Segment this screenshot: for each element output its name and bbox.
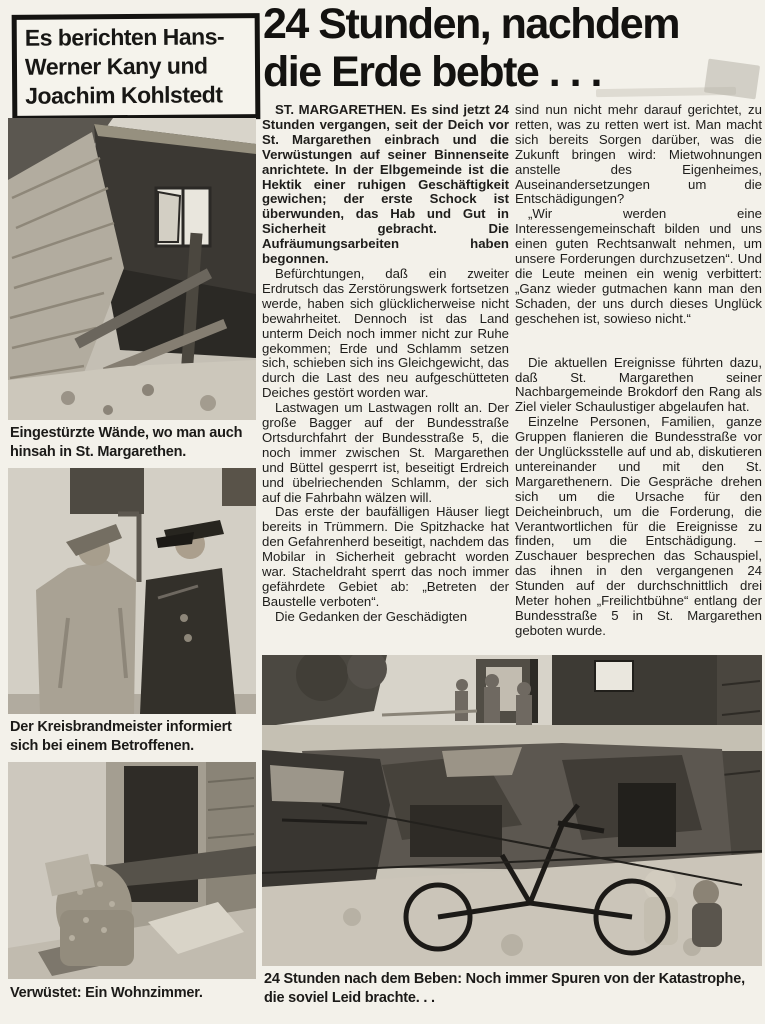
photo-collapsed-walls-image <box>8 118 256 420</box>
photo-caption: Eingestürzte Wände, wo man auch hinsah in St. Margarethen. <box>10 425 243 460</box>
photo-street-scene-image <box>262 655 762 966</box>
headline <box>263 0 763 96</box>
headline-line: 24 Stunden, nachdem <box>263 0 679 48</box>
photo-caption: Der Kreisbrandmeister informiert sich bei einem Betroffenen. <box>10 719 232 754</box>
byline-line: Joachim Kohlstedt <box>25 81 223 109</box>
photo-wohnzimmer <box>8 762 256 979</box>
article-paragraph: „Wir werden eine Interessengemeinschaft bilden und uns einen guten Rechtsanwalt nehmen, um unsere Forderungen durchzusetzen“. Und die Leute meinen ein wenig verbittert: „Ganz wieder gutmachen kann man den Schaden, der uns durch dieses Unglück geschehen ist, sowieso nicht.“ <box>515 206 762 326</box>
article-paragraph: Die Gedanken der Geschädigten <box>275 608 468 624</box>
article-paragraph: Befürchtungen, daß ein zweiter Erdrutsch das Zerstörungswerk fortsetzen werde, haben sich glücklicherweise nicht bewahrheitet. Dennoch ist das Land unterm Deich noch immer nicht zur Ruhe gekommen; Erde und Schlamm setzen sich, schieben sich ins Gleichgewicht, das durch die Last des neu aufgeschütteten Deiches gestört worden war. <box>262 265 509 401</box>
photo-caption: 24 Stunden nach dem Beben: Noch immer Spuren von der Katastrophe, die soviel Leid brachte. . . <box>264 971 745 1006</box>
photo-kreisbrandmeister-image <box>8 468 256 714</box>
article-paragraph: Die aktuellen Ereignisse führten dazu, daß St. Margarethen seiner Nachbargemeinde Brokdorf den Rang als Ziel vieler Schaulustiger abgelaufen hat. <box>515 354 762 415</box>
article-paragraph: Das erste der baufälligen Häuser liegt bereits in Trümmern. Die Spitzhacke hat den Gefahrenherd beseitigt, nachdem das Mobilar in Sicherheit gebracht worden war. Stacheldraht sperrt das noch immer gefährdete Gebiet ab: „Betreten der Baustelle verboten“. <box>262 504 509 609</box>
photo-wohnzimmer-image <box>8 762 256 979</box>
byline-line: Werner Kany und <box>24 52 208 80</box>
photo-caption: Verwüstet: Ein Wohnzimmer. <box>10 985 203 1001</box>
photo-kreisbrandmeister <box>8 468 256 714</box>
article-column-1 <box>262 103 509 625</box>
photo-collapsed-walls <box>8 118 256 420</box>
article-paragraph: Lastwagen um Lastwagen rollt an. Der große Bagger auf der Bundesstraße Ortsdurchfahrt der Bundesstraße 5, die noch immer zwischen St. Margarethen und Büttel gesperrt ist, beseitigt Erdreich und übelriechenden Schlamm, der sich auf die Fahrbahn wälzen will. <box>262 400 509 505</box>
headline-line: die Erde bebte . . . <box>263 48 601 96</box>
article-column-2 <box>515 103 762 639</box>
article-paragraph: sind nun nicht mehr darauf gerichtet, zu retten, was zu retten wert ist. Man macht sich bereits Sorgen darüber, was die Zukunft bringen wird: Mietwohnungen anstelle des Eigenheimes, Auseinandersetzungen um die Entschädigungen? <box>515 102 762 207</box>
byline-box <box>12 13 261 121</box>
article-paragraph: ST. MARGARETHEN. Es sind jetzt 24 Stunden vergangen, seit der Deich vor St. Margarethen einbrach und die Verwüstungen auf seiner Binnenseite anrichtete. In der Elbgemeinde ist die Hektik einer ruhigen Geschäftigkeit gewichen; der erste Schock ist überwunden, das Hab und Gut in Sicherheit gebracht. Die Aufräumungsarbeiten haben begonnen. <box>262 102 509 267</box>
article-paragraph: Einzelne Personen, Familien, ganze Gruppen flanieren die Bundesstraße vor der Unglücksstelle auf und ab, diskutieren untereinander und mit den St. Margarethenern. Die Gespräche drehen sich um die Ursache für den Deicheinbruch, um die Forderung, die Verantwortlichen für die Ereignisse zu finden, um die Entschädigung. – Zuschauer besprechen das Schauspiel, das ihnen in den vergangenen 24 Stunden auf der durchschnittlich drei Meter hohen „Freilichtbühne“ entlang der Bundesstraße 5 in St. Margarethen geboten wurde. <box>515 414 762 638</box>
byline-line: Es berichten Hans- <box>24 23 225 51</box>
photo-street-scene <box>262 655 762 966</box>
